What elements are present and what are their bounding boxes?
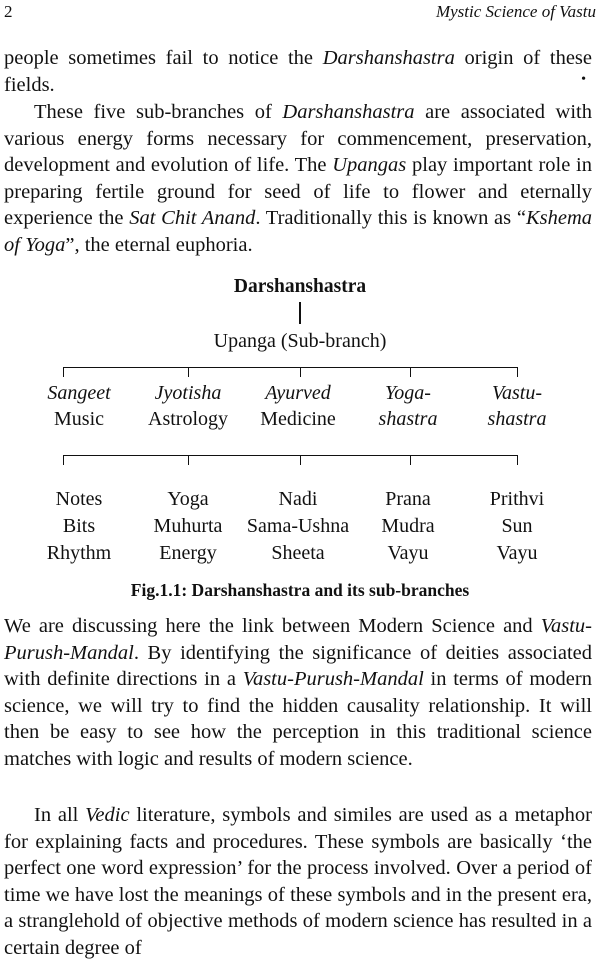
branch-name-english: Astrology: [148, 408, 228, 430]
italic-term: Kshema of Yoga: [4, 207, 592, 256]
darshanshastra-diagram: [0, 270, 600, 610]
branch-tick: [63, 455, 64, 465]
text-run: . Traditionally this is known as “: [255, 207, 526, 230]
branch-bar-top: [63, 367, 517, 368]
branch-name-cont: shastra: [487, 408, 547, 430]
branch-name-cont: shastra: [378, 408, 438, 430]
text-run: are associated with various energy forms necessary for commencement, preservation, development and evolution of life. The: [4, 101, 592, 177]
attribute: Mudra: [381, 515, 435, 537]
text-run: origin of these fields.: [4, 47, 592, 96]
text-run: literature, symbols and similes are used as a metaphor for explaining facts and procedures. These symbols are basically ‘the perfect one word expression’ for the process involved. Over a period of time we have lost the meanings of these symbols and in the present era, a stranglehold of objective methods of modern science has resulted in a certain degree of: [4, 804, 592, 959]
text-run: people sometimes fail to notice the: [4, 47, 323, 69]
italic-term: Vedic: [85, 804, 130, 826]
italic-term: Darshanshastra: [322, 47, 455, 69]
attribute: Sheeta: [271, 542, 325, 564]
branch-tick: [410, 455, 411, 465]
stray-mark: •: [581, 72, 586, 87]
branch-tick: [300, 367, 301, 377]
branch-name: Vastu-: [492, 382, 542, 404]
diagram-root-node: Darshanshastra: [233, 276, 367, 297]
text-run: In all: [34, 804, 86, 826]
attribute: Yoga: [167, 488, 209, 510]
attribute: Energy: [159, 542, 217, 564]
branch-name-english: Medicine: [260, 408, 336, 430]
text-run: play important role in preparing fertile ground for seed of life to flower and eternally experience the: [4, 154, 592, 230]
branch-tick: [63, 367, 64, 377]
attribute: Sama-Ushna: [246, 515, 350, 537]
page-number: 2: [4, 2, 13, 21]
italic-term: Darshanshastra: [282, 101, 415, 123]
paragraph-1: [4, 45, 592, 98]
attribute: Vayu: [496, 542, 538, 564]
attribute: Sun: [501, 515, 533, 537]
paragraph-2: [4, 99, 592, 259]
branch-tick: [517, 455, 518, 465]
attribute: Nadi: [278, 488, 318, 510]
attribute: Muhurta: [153, 515, 223, 537]
attribute: Vayu: [387, 542, 429, 564]
running-header-title: Mystic Science of Vastu: [435, 2, 596, 21]
branch-tick: [188, 455, 189, 465]
text-run: We are discussing here the link between Modern Science and: [4, 615, 541, 637]
branch-name: Ayurved: [265, 382, 331, 404]
italic-term: Sat Chit Anand: [129, 207, 256, 230]
branch-name: Yoga-: [385, 382, 431, 404]
paragraph-3: [4, 613, 592, 773]
text-run: These five sub-branches of: [34, 101, 283, 123]
branch-tick: [517, 367, 518, 377]
italic-term: Upangas: [332, 154, 407, 177]
paragraph-4: [4, 802, 592, 962]
branch-tick: [300, 455, 301, 465]
italic-term: Vastu-Purush-Mandal: [242, 668, 424, 691]
attribute: Rhythm: [46, 542, 112, 564]
branch-tick: [410, 367, 411, 377]
italic-term: Vastu-Purush-Mandal: [4, 615, 592, 664]
attribute: Prithvi: [489, 488, 545, 510]
attribute: Bits: [62, 515, 96, 537]
attribute: Notes: [55, 488, 103, 510]
text-run: in terms of modern science, we will try to find the hidden causality relationship. It will then be easy to see how the perception in this traditional science matches with logic and results of modern science.: [4, 668, 592, 770]
text-run: ”, the eternal euphoria.: [65, 233, 253, 256]
attribute: Prana: [385, 488, 431, 510]
branch-name: Sangeet: [47, 382, 111, 404]
figure-caption: Fig.1.1: Darshanshastra and its sub-branches: [130, 580, 470, 600]
branch-tick: [188, 367, 189, 377]
branch-name-english: Music: [54, 408, 104, 430]
branch-bar-bottom: [63, 455, 517, 456]
branch-name: Jyotisha: [154, 382, 222, 404]
text-run: . By identifying the significance of deities associated with definite directions in a: [4, 641, 592, 691]
connector-line: [299, 302, 301, 324]
diagram-sub-node: Upanga (Sub-branch): [213, 330, 387, 352]
